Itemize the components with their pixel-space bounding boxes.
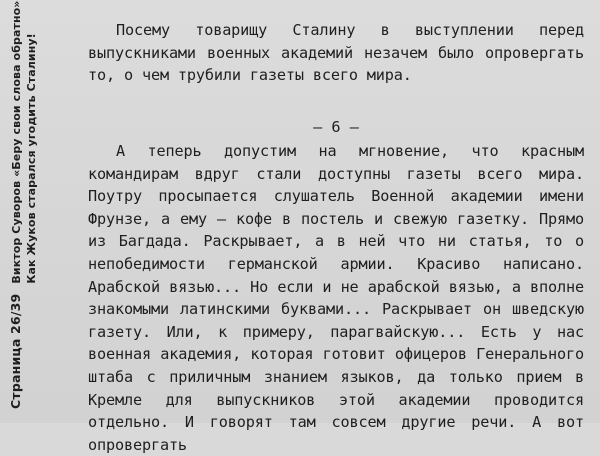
paragraph-top-text: Посему товарищу Сталину в выступлении перед выпускниками военных академий незачем было опровергать то, о чем трубили газеты всего мира. bbox=[88, 21, 584, 85]
paragraph-top bbox=[88, 19, 584, 87]
page-sidebar bbox=[0, 0, 62, 423]
page-marker: – 6 – bbox=[313, 118, 359, 136]
paragraph-main-text: А теперь допустим на мгновение, что красным командирам вдруг стали доступны газеты всего мира. Поутру просыпается слушатель Военной академии имени Фрунзе, а ему – кофе в постель и свежую газетку. Прямо из Багдада. Раскрывает, а в ней что ни статья, то о непобедимости германской армии. Красиво написано. Арабской вязью... Но если и не арабской вязью, а вполне знакомыми латинскими буквами... Раскрывает он шведскую газету. Или, к примеру, парагвайскую... Есть у нас военная академия, которая готовит офицеров Генерального штаба с приличным знанием языков, да только прием в Кремле для выпускников этой академии проводится отдельно. И говорят там совсем другие речи. А вот опровергать bbox=[88, 142, 584, 454]
sidebar-text bbox=[8, 0, 39, 409]
book-title: Виктор Суворов «Беру свои слова обратно» bbox=[10, 0, 23, 284]
page-counter: Страница 26/39 bbox=[8, 293, 23, 409]
chapter-title: Как Жуков старался угодить Сталину! bbox=[25, 33, 38, 284]
paragraph-main bbox=[88, 140, 584, 456]
book-info bbox=[9, 0, 39, 283]
